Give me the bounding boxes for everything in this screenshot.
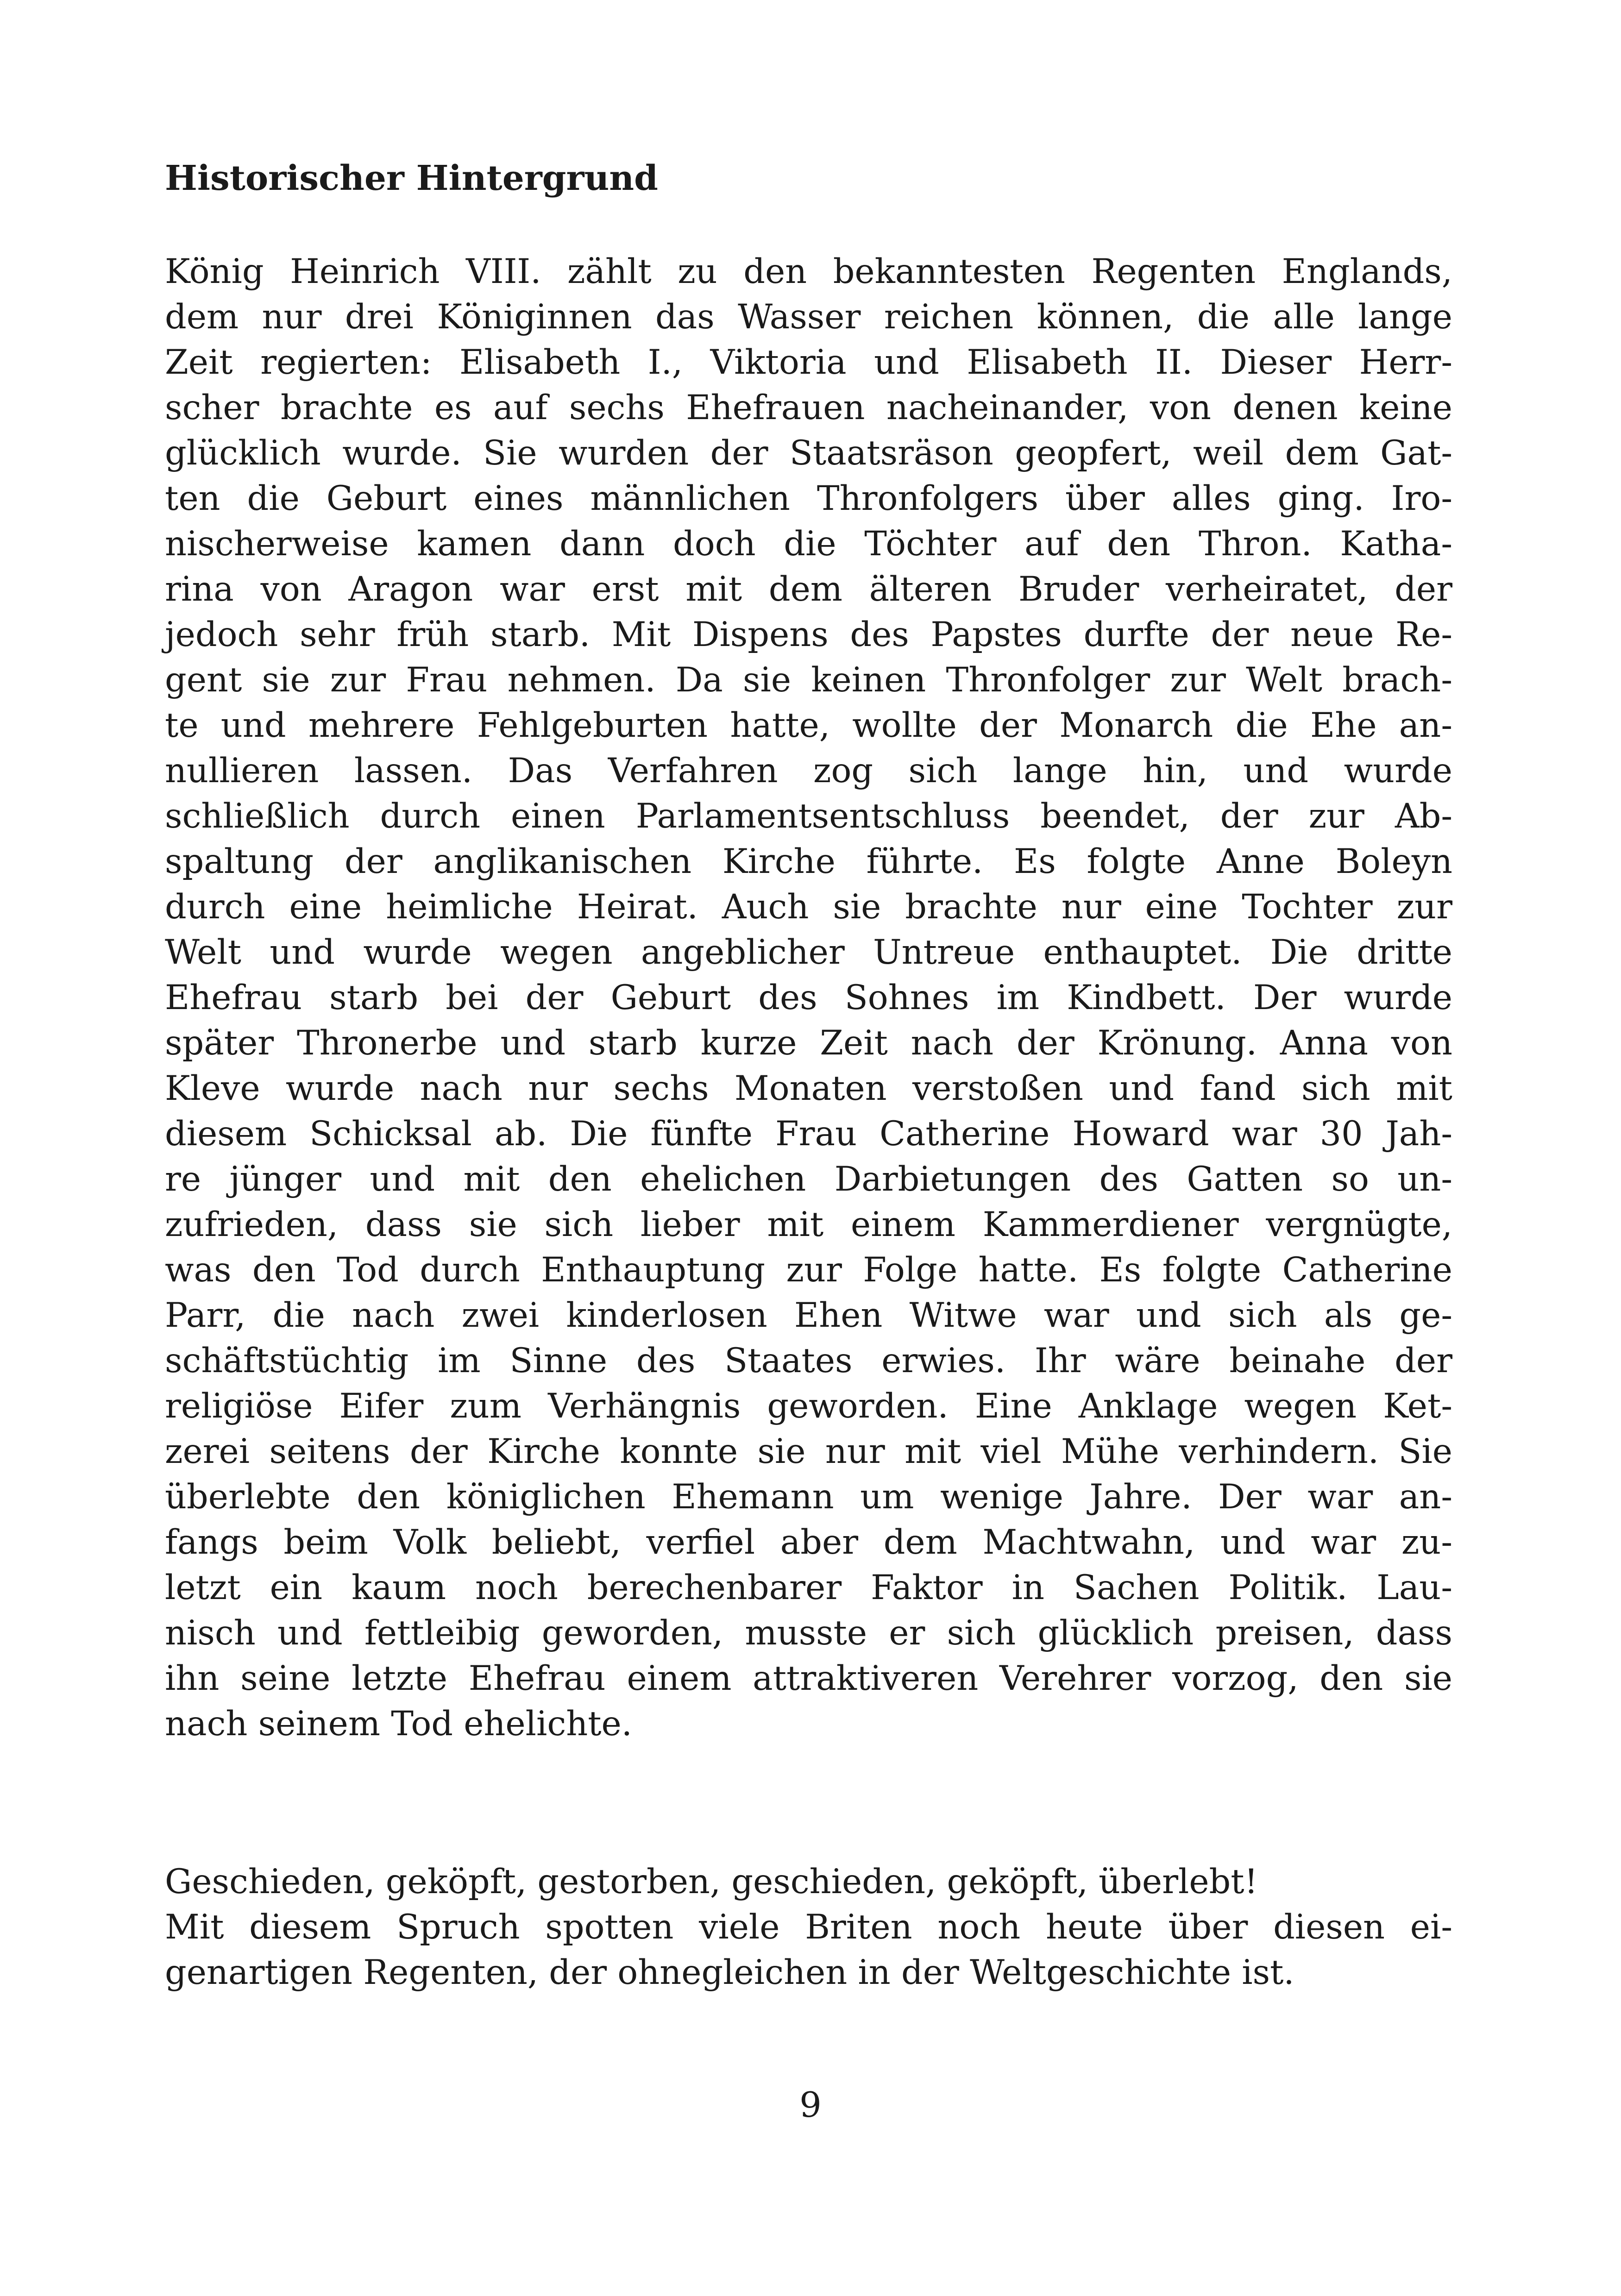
- text-line: Kleve wurde nach nur sechs Monaten verstoßen und fand sich mit: [165, 1069, 1452, 1108]
- text-line: nullieren lassen. Das Verfahren zog sich lange hin, und wurde: [165, 751, 1452, 790]
- text-line: fangs beim Volk beliebt, verfiel aber dem Machtwahn, und war zu-: [165, 1523, 1452, 1562]
- text-line: rina von Aragon war erst mit dem älteren Bruder verheiratet, der: [165, 570, 1452, 609]
- text-line: diesem Schicksal ab. Die fünfte Frau Catherine Howard war 30 Jah-: [165, 1114, 1452, 1154]
- text-line: zufrieden, dass sie sich lieber mit einem Kammerdiener vergnügte,: [165, 1205, 1452, 1244]
- text-line: gent sie zur Frau nehmen. Da sie keinen Thronfolger zur Welt brach-: [165, 660, 1452, 700]
- text-line: jedoch sehr früh starb. Mit Dispens des Papstes durfte der neue Re-: [165, 615, 1452, 654]
- text-line: Ehefrau starb bei der Geburt des Sohnes im Kindbett. Der wurde: [165, 978, 1452, 1017]
- text-line: schäftstüchtig im Sinne des Staates erwies. Ihr wäre beinahe der: [165, 1341, 1452, 1380]
- text-line: was den Tod durch Enthauptung zur Folge hatte. Es folgte Catherine: [165, 1250, 1452, 1290]
- text-line: später Thronerbe und starb kurze Zeit nach der Krönung. Anna von: [165, 1023, 1452, 1063]
- text-line: ten die Geburt eines männlichen Thronfolgers über alles ging. Iro-: [165, 479, 1452, 518]
- page-number: 9: [799, 2084, 822, 2125]
- text-line: König Heinrich VIII. zählt zu den bekanntesten Regenten Englands,: [165, 252, 1452, 291]
- text-line: nischerweise kamen dann doch die Töchter auf den Thron. Katha-: [165, 524, 1452, 564]
- text-line: Mit diesem Spruch spotten viele Briten noch heute über diesen ei-: [165, 1907, 1452, 1947]
- text-line: schließlich durch einen Parlamentsentschluss beendet, der zur Ab-: [165, 797, 1452, 836]
- text-line: te und mehrere Fehlgeburten hatte, wollte der Monarch die Ehe an-: [165, 706, 1452, 745]
- text-line: zerei seitens der Kirche konnte sie nur mit viel Mühe verhindern. Sie: [165, 1432, 1452, 1471]
- text-line: scher brachte es auf sechs Ehefrauen nacheinander, von denen keine: [165, 388, 1452, 427]
- body-paragraph-closing: [165, 1859, 1452, 1995]
- text-line: genartigen Regenten, der ohnegleichen in der Weltgeschichte ist.: [165, 1953, 1294, 1992]
- text-line: Welt und wurde wegen angeblicher Untreue enthauptet. Die dritte: [165, 933, 1452, 972]
- text-line: glücklich wurde. Sie wurden der Staatsräson geopfert, weil dem Gat-: [165, 433, 1452, 473]
- text-line: durch eine heimliche Heirat. Auch sie brachte nur eine Tochter zur: [165, 887, 1452, 927]
- section-heading: Historischer Hintergrund: [165, 158, 658, 198]
- text-line: spaltung der anglikanischen Kirche führte. Es folgte Anne Boleyn: [165, 842, 1452, 881]
- body-paragraph-history: [165, 249, 1452, 1747]
- text-line: ihn seine letzte Ehefrau einem attraktiveren Verehrer vorzog, den sie: [165, 1659, 1452, 1698]
- text-line: re jünger und mit den ehelichen Darbietungen des Gatten so un-: [165, 1160, 1452, 1199]
- text-line: dem nur drei Königinnen das Wasser reichen können, die alle lange: [165, 297, 1452, 337]
- text-line: nach seinem Tod ehelichte.: [165, 1704, 632, 1744]
- text-line: Geschieden, geköpft, gestorben, geschieden, geköpft, überlebt!: [165, 1862, 1258, 1901]
- text-line: nisch und fettleibig geworden, musste er sich glücklich preisen, dass: [165, 1613, 1452, 1653]
- text-line: überlebte den königlichen Ehemann um wenige Jahre. Der war an-: [165, 1477, 1452, 1517]
- text-line: Parr, die nach zwei kinderlosen Ehen Witwe war und sich als ge-: [165, 1296, 1452, 1335]
- text-line: letzt ein kaum noch berechenbarer Faktor in Sachen Politik. Lau-: [165, 1568, 1452, 1607]
- text-line: Zeit regierten: Elisabeth I., Viktoria und Elisabeth II. Dieser Herr-: [165, 343, 1452, 382]
- text-line: religiöse Eifer zum Verhängnis geworden. Eine Anklage wegen Ket-: [165, 1386, 1452, 1426]
